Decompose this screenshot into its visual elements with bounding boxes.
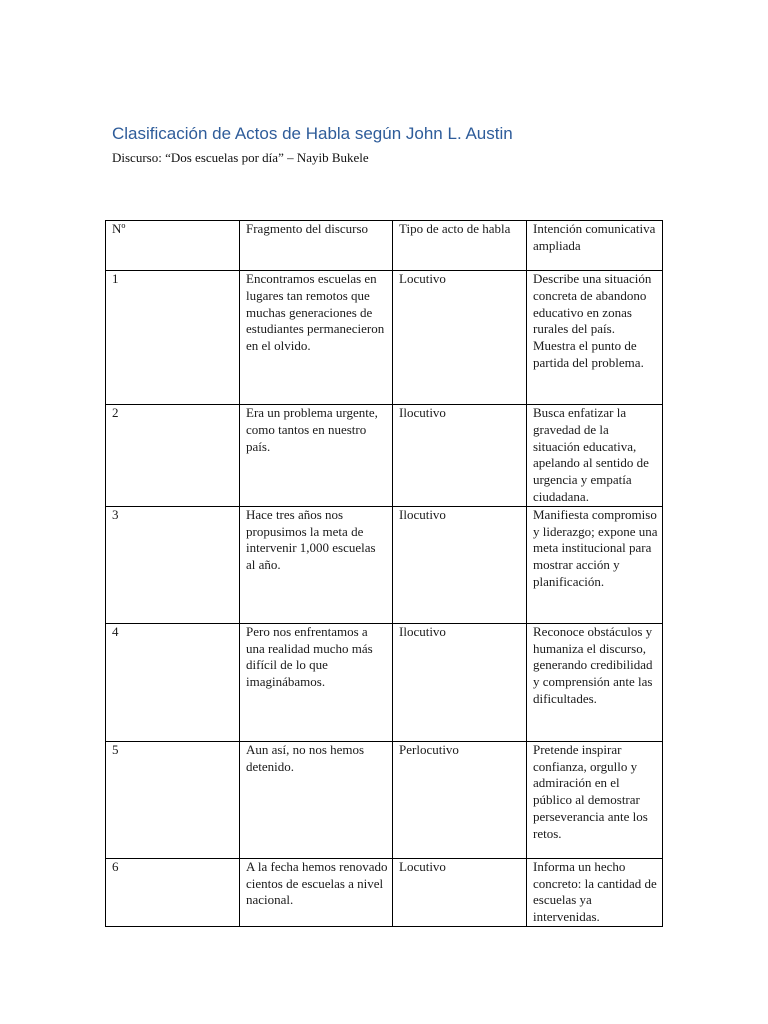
table-row — [106, 506, 663, 623]
table-row — [106, 741, 663, 858]
row-act-type: Locutivo — [393, 858, 527, 926]
row-intention: Busca enfatizar la gravedad de la situación educativa, apelando al sentido de urgencia y empatía ciudadana. — [527, 405, 663, 507]
row-act-type: Perlocutivo — [393, 741, 527, 858]
row-act-type: Locutivo — [393, 271, 527, 405]
document-title: Clasificación de Actos de Habla según John L. Austin — [112, 124, 513, 143]
row-act-type: Ilocutivo — [393, 506, 527, 623]
row-number: 1 — [106, 271, 240, 405]
table-body — [106, 271, 663, 927]
row-fragment: Era un problema urgente, como tantos en nuestro país. — [240, 405, 393, 507]
document-subtitle: Discurso: “Dos escuelas por día” – Nayib Bukele — [112, 150, 369, 165]
row-fragment: Hace tres años nos propusimos la meta de intervenir 1,000 escuelas al año. — [240, 506, 393, 623]
header-intention: Intención comunicativa ampliada — [527, 221, 663, 271]
row-fragment: Aun así, no nos hemos detenido. — [240, 741, 393, 858]
header-act-type: Tipo de acto de habla — [393, 221, 527, 271]
table-row — [106, 405, 663, 507]
row-fragment: Pero nos enfrentamos a una realidad mucho más difícil de lo que imaginábamos. — [240, 623, 393, 741]
row-intention: Describe una situación concreta de abandono educativo en zonas rurales del país. Muestra el punto de partida del problema. — [527, 271, 663, 405]
row-number: 6 — [106, 858, 240, 926]
row-intention: Manifiesta compromiso y liderazgo; expone una meta institucional para mostrar acción y planificación. — [527, 506, 663, 623]
table-row — [106, 858, 663, 926]
row-intention: Pretende inspirar confianza, orgullo y admiración en el público al demostrar perseverancia ante los retos. — [527, 741, 663, 858]
row-number: 4 — [106, 623, 240, 741]
table-header — [106, 221, 663, 271]
row-number: 3 — [106, 506, 240, 623]
header-number: Nº — [106, 221, 240, 271]
row-number: 5 — [106, 741, 240, 858]
speech-acts-table — [105, 220, 663, 927]
table-header-row — [106, 221, 663, 271]
table-row — [106, 623, 663, 741]
row-act-type: Ilocutivo — [393, 623, 527, 741]
row-intention: Reconoce obstáculos y humaniza el discurso, generando credibilidad y comprensión ante las dificultades. — [527, 623, 663, 741]
row-fragment: Encontramos escuelas en lugares tan remotos que muchas generaciones de estudiantes permanecieron en el olvido. — [240, 271, 393, 405]
row-fragment: A la fecha hemos renovado cientos de escuelas a nivel nacional. — [240, 858, 393, 926]
row-intention: Informa un hecho concreto: la cantidad de escuelas ya intervenidas. — [527, 858, 663, 926]
header-fragment: Fragmento del discurso — [240, 221, 393, 271]
row-number: 2 — [106, 405, 240, 507]
row-act-type: Ilocutivo — [393, 405, 527, 507]
table-row — [106, 271, 663, 405]
